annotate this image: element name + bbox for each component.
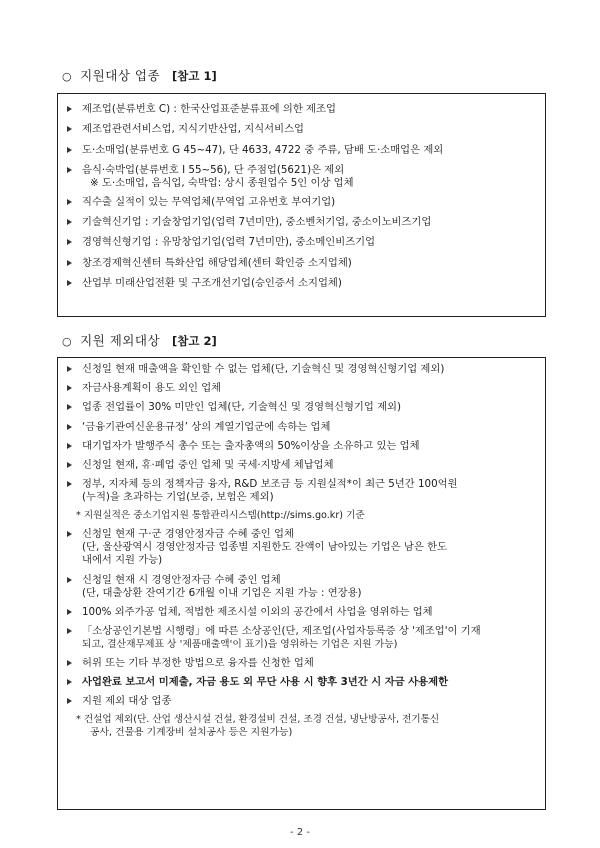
list-item: 신청일 현재, 휴·폐업 중인 업체 및 국세·지방세 체납업체 [58, 459, 545, 472]
list-item: 신청일 현재 시 경영안정자금 수혜 중인 업체 (단, 대출상환 잔여기간 6개월 이내 기업은 지원 가능 : 연장용) [58, 574, 545, 600]
triangle-bullet-icon [67, 660, 72, 666]
list-item: 신청일 현재 구·군 경영안정자금 수혜 중인 업체 (단, 울산광역시 경영안정자금 업종별 지원한도 잔액이 남아있는 기업은 남은 한도 내에서 지원 가능) [58, 528, 545, 567]
section2-box [57, 357, 546, 810]
list-item: 제조업(분류번호 C) : 한국산업표준분류표에 의한 제조업 [58, 103, 545, 123]
list-item: 「소상공인기본법 시행령」에 따른 소상공인(단, 제조업(사업자등록증 상 '제조업'이 기재 되고, 결산재무제표 상 '제품매출액'이 표기)을 영위하는 기업은 지원 가능) [58, 625, 545, 651]
triangle-bullet-icon [67, 260, 72, 266]
section1-ref: [참고 1] [172, 69, 217, 83]
list-item: 도·소매업(분류번호 G 45~47), 단 4633, 4722 중 주류, 담배 도·소매업은 제외 [58, 144, 545, 164]
section1-heading [62, 66, 217, 84]
triangle-bullet-icon [67, 366, 72, 372]
triangle-bullet-icon [67, 609, 72, 615]
triangle-bullet-icon [67, 628, 72, 634]
triangle-bullet-icon [67, 147, 72, 153]
footnote: * 지원실적은 중소기업지원 통합관리시스템(http://sims.go.kr) 기준 [76, 510, 365, 522]
list-item: 지원 제외 대상 업종 * 건설업 제외(단. 산업 생산시설 건설, 환경설비 건설, 조경 건설, 냉난방공사, 전기통신 공사, 건물용 기계장비 설치공사 등은 지원가능) [58, 695, 545, 739]
list-item: 업종 전업률이 30% 미만인 업체(단, 기술혁신 및 경영혁신형기업 제외) [58, 401, 545, 414]
list-item: 100% 외주가공 업체, 적법한 제조시설 이외의 공간에서 사업을 영위하는 업체 [58, 606, 545, 619]
list-item: 제조업관련서비스업, 지식기반산업, 지식서비스업 [58, 123, 545, 143]
section1-box [57, 93, 546, 317]
section2-heading [62, 331, 217, 349]
triangle-bullet-icon [67, 481, 72, 487]
triangle-bullet-icon [67, 199, 72, 205]
triangle-bullet-icon [67, 280, 72, 286]
triangle-bullet-icon [67, 404, 72, 410]
section2-title: 지원 제외대상 [80, 333, 161, 348]
circle-bullet-icon: ○ [62, 70, 73, 83]
list-item: 대기업자가 발행주식 총수 또는 출자총액의 50%이상을 소유하고 있는 업체 [58, 440, 545, 453]
section2-ref: [참고 2] [172, 334, 217, 348]
triangle-bullet-icon [67, 126, 72, 132]
triangle-bullet-icon [67, 577, 72, 583]
list-item: 산업부 미래산업전환 및 구조개선기업(승인증서 소지업체) [58, 277, 545, 297]
section1-title: 지원대상 업종 [80, 68, 161, 83]
page-number: - 2 - [290, 827, 310, 838]
list-item: 직수출 실적이 있는 무역업체(무역업 고유번호 부여기업) [58, 196, 545, 216]
list-item: 정부, 지자체 등의 정책자금 융자, R&D 보조금 등 지원실적*이 최근 5년간 100억원 (누적)을 초과하는 기업(보증, 보험은 제외) * 지원실적은 중소기업지원 통합관리시스템(http://sims.go.kr) 기준 [58, 478, 545, 522]
list-item: 창조경제혁신센터 특화산업 해당업체(센터 확인증 소지업체) [58, 257, 545, 277]
circle-bullet-icon: ○ [62, 335, 73, 348]
list-item: 기술혁신기업 : 기술창업기업(업력 7년미만), 중소벤처기업, 중소이노비즈기업 [58, 216, 545, 236]
list-item: 사업완료 보고서 미제출, 자금 용도 외 무단 사용 시 향후 3년간 시 자금 사용제한 [58, 676, 545, 689]
triangle-bullet-icon [67, 106, 72, 112]
triangle-bullet-icon [67, 443, 72, 449]
list-item: 경영혁신형기업 : 유망창업기업(업력 7년미만), 중소메인비즈기업 [58, 236, 545, 256]
list-item: 신청일 현재 매출액을 확인할 수 없는 업체(단, 기술혁신 및 경영혁신형기업 제외) [58, 363, 545, 376]
triangle-bullet-icon [67, 167, 72, 173]
list-item: 허위 또는 기타 부정한 방법으로 융자를 신청한 업체 [58, 657, 545, 670]
list-item: 자금사용계획이 용도 외인 업체 [58, 382, 545, 395]
triangle-bullet-icon [67, 462, 72, 468]
list-item: ‘금융기관여신운용규정’ 상의 계열기업군에 속하는 업체 [58, 421, 545, 434]
triangle-bullet-icon [67, 698, 72, 704]
triangle-bullet-icon [67, 239, 72, 245]
triangle-bullet-icon [67, 679, 72, 685]
list-item: 음식·숙박업(분류번호 I 55~56), 단 주점업(5621)은 제외 ※ 도·소매업, 음식업, 숙박업: 상시 종원업수 5인 이상 업체 [58, 164, 545, 196]
triangle-bullet-icon [67, 219, 72, 225]
triangle-bullet-icon [67, 531, 72, 537]
triangle-bullet-icon [67, 424, 72, 430]
footnote: * 건설업 제외(단. 산업 생산시설 건설, 환경설비 건설, 조경 건설, 냉난방공사, 전기통신 [76, 714, 440, 726]
triangle-bullet-icon [67, 385, 72, 391]
